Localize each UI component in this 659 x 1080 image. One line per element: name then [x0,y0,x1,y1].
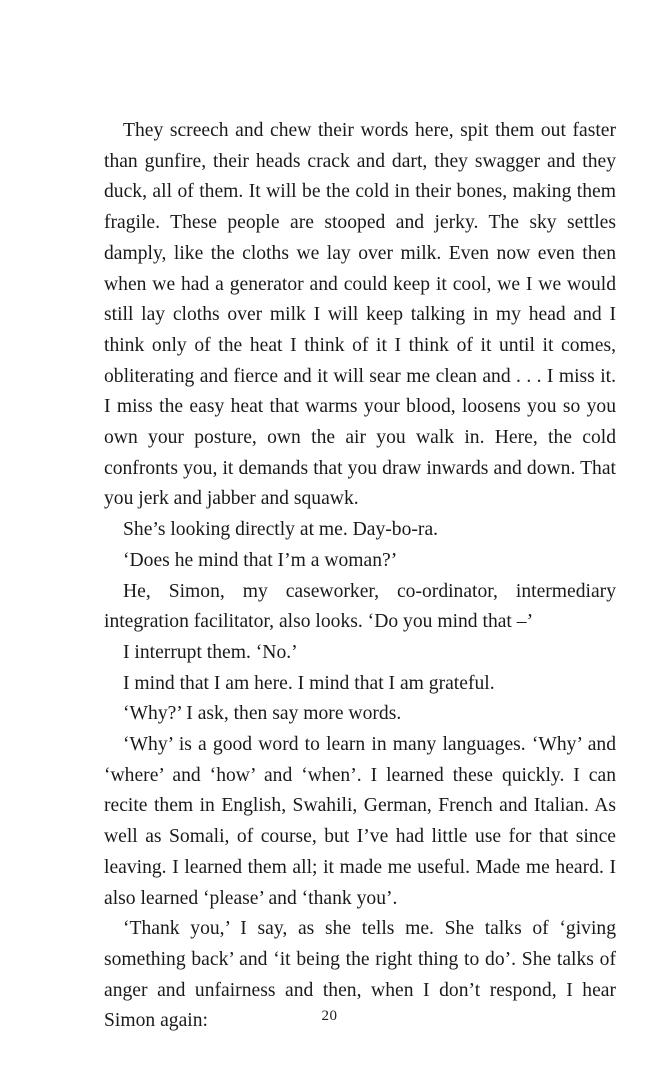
paragraph-7: ‘Why?’ I ask, then say more words. [123,703,402,725]
paragraph-5: I interrupt them. ‘No.’ [123,641,298,663]
page-number: 20 [321,1008,338,1024]
paragraph-2: She’s looking directly at me. Day-bo-ra. [123,519,439,541]
paragraph-9: ‘Thank you,’ I say, as she tells me. She talks of ‘giving something back’ and ‘it being the right thing to do’. She talks of anger and unfairness and then, when I don’t respond, I hear Simon again: [104,918,616,1032]
paragraph-6: I mind that I am here. I mind that I am grateful. [123,672,495,694]
paragraph-1: They screech and chew their words here, spit them out faster than gunfire, their heads crack and dart, they swagger and they duck, all of them. It will be the cold in their bones, making them fragile. These people are stooped and jerky. The sky settles damply, like the cloths we lay over milk. Even now even then when we had a generator and could keep it cool, we I we would still lay cloths over milk I will keep talking in my head and I think only of the heat I think of it I think of it until it comes, obliterating and fierce and it will sear me clean and . . . I miss it. I miss the easy heat that warms your blood, loosens you so you own your posture, own the air you walk in. Here, the cold confronts you, it demands that you draw inwards and down. That you jerk and jabber and squawk. [104,120,616,510]
paragraph-8: ‘Why’ is a good word to learn in many languages. ‘Why’ and ‘where’ and ‘how’ and ‘when’. I learned these quickly. I can recite them in English, Swahili, German, French and Italian. As well as Somali, of course, but I’ve had little use for that since leaving. I learned them all; it made me useful. Made me heard. I also learned ‘please’ and ‘thank you’. [104,734,616,909]
paragraph-3: ‘Does he mind that I’m a woman?’ [123,549,398,571]
body-text [104,116,616,1037]
paragraph-4: He, Simon, my caseworker, co-ordinator, intermediary integration facilitator, also looks. ‘Do you mind that –’ [104,580,616,633]
